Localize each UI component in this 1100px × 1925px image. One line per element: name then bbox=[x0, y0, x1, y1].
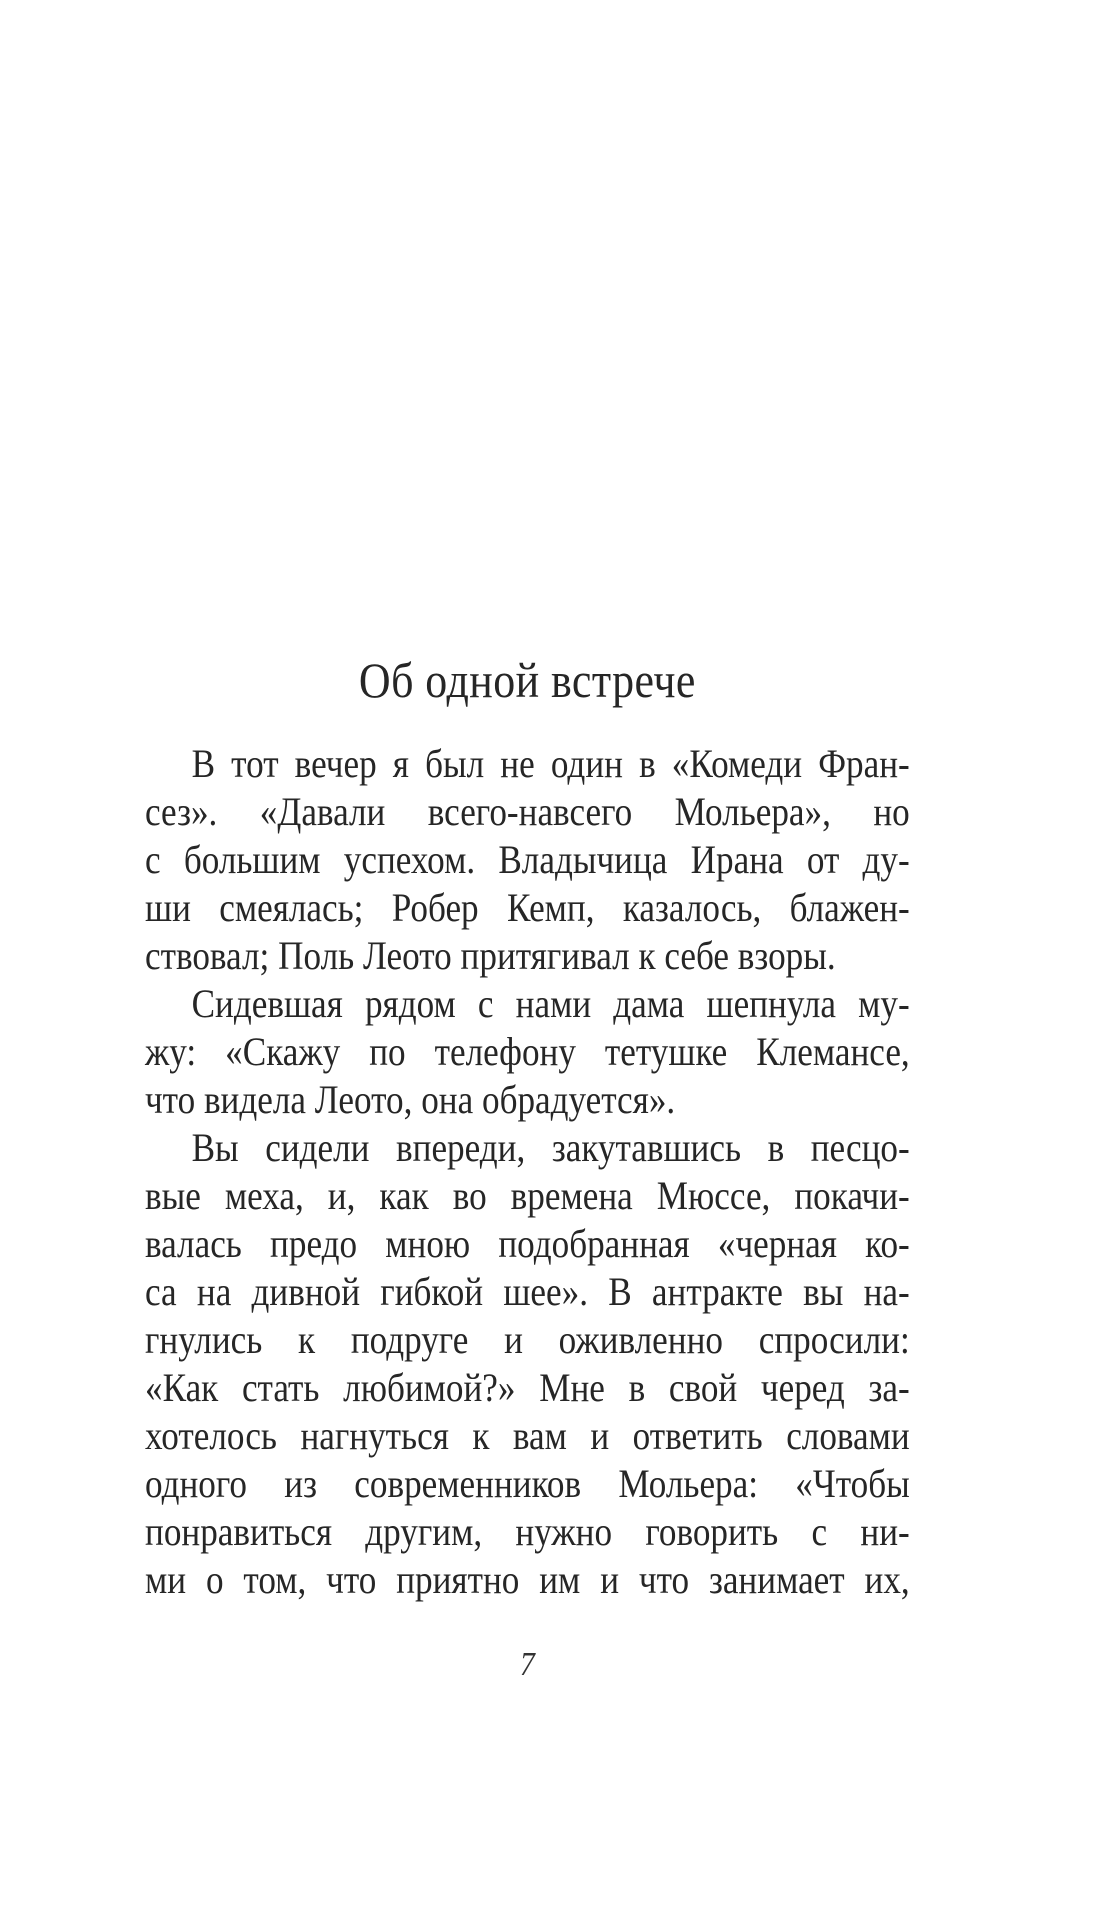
text-line: одного из современников Мольера: «Чтобы bbox=[145, 1461, 910, 1506]
text-line: гнулись к подруге и оживленно спросили: bbox=[145, 1317, 910, 1362]
text-line: ствовал; Поль Леото притягивал к себе взоры. bbox=[145, 933, 836, 978]
text-line: с большим успехом. Владычица Ирана от ду- bbox=[145, 837, 910, 882]
text-line: валась предо мною подобранная «черная ко- bbox=[145, 1221, 910, 1266]
text-line: са на дивной гибкой шее». В антракте вы на- bbox=[145, 1269, 910, 1314]
text-line: понравиться другим, нужно говорить с ни- bbox=[145, 1509, 910, 1554]
chapter-title: Об одной встрече bbox=[358, 652, 696, 708]
text-line: что видела Леото, она обрадуется». bbox=[145, 1077, 676, 1122]
text-line: Вы сидели впереди, закутавшись в песцо- bbox=[191, 1125, 910, 1170]
text-line: жу: «Скажу по телефону тетушке Клемансе, bbox=[145, 1029, 910, 1074]
page-body bbox=[145, 740, 1015, 1604]
text-line: сез». «Давали всего-навсего Мольера», но bbox=[145, 789, 910, 834]
text-line: вые меха, и, как во времена Мюссе, покачи- bbox=[145, 1173, 910, 1218]
text-line: ми о том, что приятно им и что занимает их, bbox=[145, 1557, 910, 1602]
text-line: В тот вечер я был не один в «Комеди Фран- bbox=[191, 741, 910, 786]
text-line: хотелось нагнуться к вам и ответить словами bbox=[145, 1413, 910, 1458]
text-line: «Как стать любимой?» Мне в свой черед за- bbox=[145, 1365, 910, 1410]
page-number: 7 bbox=[519, 1646, 535, 1683]
text-line: Сидевшая рядом с нами дама шепнула му- bbox=[191, 981, 910, 1026]
text-line: ши смеялась; Робер Кемп, казалось, блажен- bbox=[145, 885, 910, 930]
